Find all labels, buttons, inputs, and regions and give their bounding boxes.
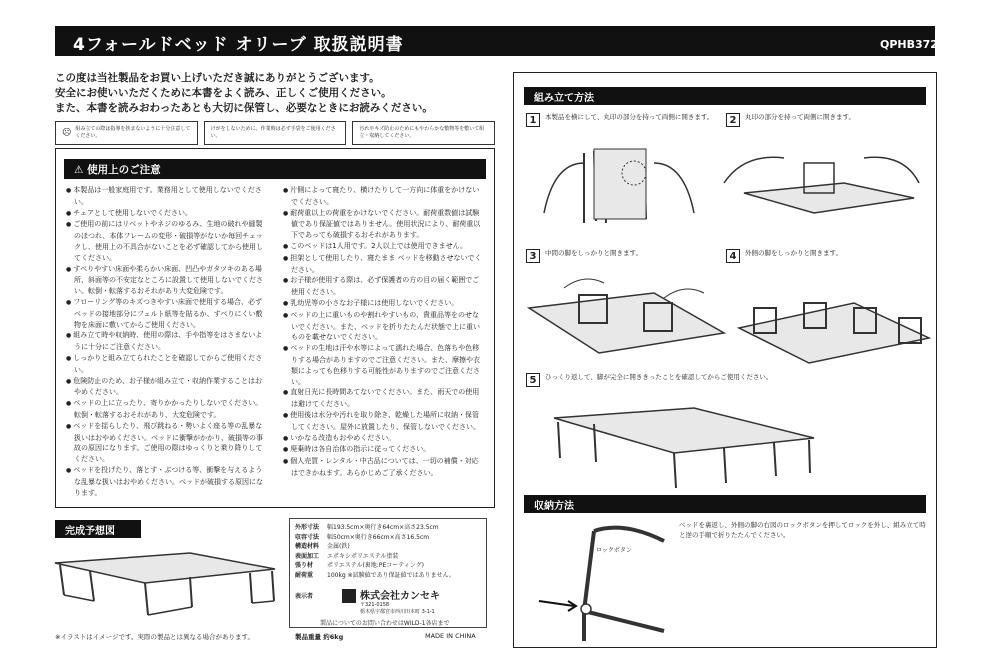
spec-key: 張り材 bbox=[295, 562, 314, 569]
notice-mat bbox=[352, 121, 495, 145]
step-text: 中間の脚をしっかりと開きます。 bbox=[545, 249, 642, 257]
caution-item: ● しっかりと組み立てられたことを確認してからご使用ください。 bbox=[66, 353, 266, 376]
intro-line: 安全にお使いいただくために本書をよく読み、正しくご使用ください。 bbox=[55, 87, 392, 99]
caution-item: ● すべりやすい床面や柔らかい床面、凹凸やガタツキのある場所、斜面等の不安定なところに設置して使用しないでください。転倒・転落するおそれがあり大変危険です。 bbox=[66, 264, 266, 297]
spec-key: 表面加工 bbox=[295, 552, 320, 560]
spec-value: 幅193.5cm×奥行き64cm×高さ23.5cm bbox=[327, 524, 439, 531]
caution-item: ● フローリング等のキズつきやすい床面で使用する場合、必ずベッドの接地部分にフェルト紙等を貼るか、すべりにくい敷物を床面に敷いてからご使用ください。 bbox=[66, 297, 266, 330]
step-2 bbox=[726, 113, 926, 127]
caution-item: ● 使用後は水分や汚れを取り除き、乾燥した場所に収納・保管してください。屋外に放置したり、保管しないでください。 bbox=[283, 410, 483, 433]
spec-value: エポキシポリエステル塗装 bbox=[327, 552, 399, 560]
seller-label: 表示者 bbox=[295, 593, 314, 600]
caution-col-left bbox=[66, 185, 266, 498]
caution-item: ● ご使用の前にはリベットやネジのゆるみ、生地の破れや縫製のほつれ、本体フレームの変形・破損等がないか毎回チェックし、使用上の不具合がないことを必ず確認してから使用してください。 bbox=[66, 219, 266, 263]
spec-box bbox=[289, 518, 487, 628]
notice-text: 組み立ての際は指導を挟まないように十分注意してください。 bbox=[75, 126, 191, 139]
preview-note: ※イラストはイメージです。実際の製品とは異なる場合があります。 bbox=[55, 633, 255, 641]
caution-item: ● 片側によって寝たり、横けたりして一方向に体重をかけないでください。 bbox=[283, 185, 483, 208]
assembly-header: 組み立て方法 bbox=[524, 87, 926, 105]
caution-item: ● 乳幼児等の小さなお子様には使用しないでください。 bbox=[283, 298, 483, 310]
spec-row bbox=[290, 552, 486, 562]
notice-text: けがをしないために、作業時は必ず手袋をご使用ください。 bbox=[210, 126, 336, 139]
caution-item: ● 担架として使用したり、寝たまま ベッドを移動させないでください。 bbox=[283, 253, 483, 276]
caution-item: ● 組み立て時や収納時、使用の際は、手や指等をはさまないように十分にご注意ください。 bbox=[66, 330, 266, 353]
storage-text: ベッドを裏返し、外側の脚の右図のロックボタンを押してロックを外し、組み立て時と逆の手順で折りたたんでください。 bbox=[679, 521, 926, 539]
model-number: QPHB372 bbox=[880, 38, 938, 51]
caution-item: ● 廃棄時は各自治体の指示に従ってください。 bbox=[283, 444, 483, 456]
country-of-origin: MADE IN CHINA bbox=[425, 632, 476, 640]
caution-item: ● チェアとして使用しないでください。 bbox=[66, 208, 266, 220]
caution-item: ● このベッドは1人用です。2人以上では使用できません。 bbox=[283, 241, 483, 253]
step-2-illustration bbox=[724, 143, 924, 233]
step-number: 4 bbox=[726, 249, 740, 263]
caution-title: 使用上のご注意 bbox=[87, 164, 161, 176]
manual-title: 4フォールドベッド オリーブ 取扱説明書 bbox=[55, 26, 935, 56]
caution-item: ● 耐荷重以上の荷重をかけないでください。耐荷重数値は試験値であり保証値ではありません。使用状況により、耐荷重以下であっても破損するおそれがあります。 bbox=[283, 208, 483, 241]
company-name: 株式会社カンセキ bbox=[360, 591, 440, 602]
spec-key: 外形寸法 bbox=[295, 524, 320, 531]
step-1-illustration bbox=[534, 143, 714, 233]
step-5 bbox=[526, 373, 926, 387]
caution-item: ● 直射日光に長時間あてないでください。また、雨天での使用は避けてください。 bbox=[283, 387, 483, 410]
step-5-illustration bbox=[544, 398, 824, 493]
child-icon: ☹ bbox=[62, 127, 72, 138]
spec-row bbox=[290, 561, 486, 571]
spec-value: 100kg ※試験値であり保証値ではありません。 bbox=[327, 571, 456, 579]
contact-info: 製品についてのお問い合わせはWILD-1各店まで bbox=[320, 620, 450, 627]
step-3 bbox=[526, 249, 716, 263]
spec-key: 耐荷重 bbox=[295, 571, 314, 579]
intro-line: この度は当社製品をお買い上げいただき誠にありがとうございます。 bbox=[55, 72, 380, 84]
lock-button-illustration bbox=[534, 521, 664, 641]
bed-preview-illustration bbox=[50, 545, 280, 625]
caution-box bbox=[55, 148, 495, 508]
spec-row bbox=[290, 542, 486, 552]
caution-item: ● ベッドを投げたり、落とす・ぶつける等、衝撃を与えるような乱暴な扱いはおやめください。ベッドが破損する原因になります。 bbox=[66, 465, 266, 498]
step-4 bbox=[726, 249, 926, 263]
company-address: 栃木県宇都宮市西川田本町 3-1-1 bbox=[360, 609, 435, 615]
warning-icon: ⚠ bbox=[74, 164, 88, 176]
spec-table bbox=[290, 519, 486, 580]
notice-gloves bbox=[204, 121, 347, 145]
spec-key: 構造材料 bbox=[295, 543, 320, 550]
caution-item: ● 個人売買・レンタル・中古品については、一切の補償・対応はできかねます。あらかじめご了承ください。 bbox=[283, 456, 483, 479]
step-text: 丸印の部分を持って両側に開きます。 bbox=[745, 113, 855, 121]
caution-item: ● ベッドの上に重いものや割れやすいもの、貴重品等をのせないでください。また、ベッドを折りたたんだ状態で上に重いものを載せないでください。 bbox=[283, 310, 483, 343]
caution-header bbox=[64, 159, 486, 179]
caution-item: ● ベッドの上に立ったり、寄りかかったりしないでください。転倒・転落するおそれがあり、大変危険です。 bbox=[66, 398, 266, 421]
step-number: 5 bbox=[526, 373, 540, 387]
caution-item: ● ベッドの生地は汗や水等によって濡れた場合、色落ちや色移りする場合がありますのでご注意ください。また、摩擦や衣類によっても色移りする可能性がありますのでご注意ください。 bbox=[283, 343, 483, 387]
spec-value: 金属(鉄) bbox=[327, 543, 350, 550]
storage-header: 収納方法 bbox=[524, 495, 926, 513]
company-postal: 〒321-0158 bbox=[360, 602, 390, 608]
step-number: 2 bbox=[726, 113, 740, 127]
spec-value: ポリエステル(裏地:PEコーティング) bbox=[327, 562, 424, 569]
step-text: 外側の脚をしっかりと開きます。 bbox=[745, 249, 842, 257]
spec-key: 収容寸法 bbox=[295, 533, 320, 541]
notice-fingers bbox=[55, 121, 198, 145]
step-text: ひっくり返して、脚が完全に開ききったことを確認してからご使用ください。 bbox=[545, 373, 773, 381]
lock-button-label: ロックボタン bbox=[596, 547, 632, 554]
caution-item: ● 危険防止のため、お子様が組み立て・収納作業することはおやめください。 bbox=[66, 376, 266, 399]
step-4-illustration bbox=[734, 278, 934, 373]
notice-text: 汚れやキズ防止のためにもやわらかな敷物等を敷いて組立・収納してください。 bbox=[359, 126, 485, 139]
step-3-illustration bbox=[524, 273, 724, 373]
caution-item: ● 本製品は一般家庭用です。業務用として使用しないでください。 bbox=[66, 185, 266, 208]
assembly-box bbox=[513, 72, 937, 648]
company-logo bbox=[342, 589, 356, 603]
step-1 bbox=[526, 113, 716, 127]
spec-row bbox=[290, 571, 486, 581]
spec-row bbox=[290, 533, 486, 543]
notice-row bbox=[55, 121, 495, 145]
caution-col-right bbox=[283, 185, 483, 479]
intro-text bbox=[55, 71, 505, 116]
caution-item: ● お子様が使用する際は、必ず保護者の方の目の届く範囲でご使用ください。 bbox=[283, 275, 483, 298]
spec-value: 幅50cm×奥行き66cm×高さ16.5cm bbox=[327, 533, 430, 541]
step-number: 3 bbox=[526, 249, 540, 263]
product-weight: 製品重量 約6kg bbox=[295, 633, 344, 641]
caution-item: ● いかなる改造もおやめください。 bbox=[283, 433, 483, 445]
step-number: 1 bbox=[526, 113, 540, 127]
spec-row bbox=[290, 523, 486, 533]
preview-header: 完成予想図 bbox=[55, 520, 141, 538]
step-text: 本製品を横にして、丸印の部分を持って両側に開きます。 bbox=[545, 113, 714, 121]
caution-item: ● ベッドを揺らしたり、飛び跳ねる・勢いよく座る等の乱暴な扱いはおやめください。ベッドに衝撃がかかり、破損等の事故の原因になります。ご使用の際はゆっくりと乗り降りしてください。 bbox=[66, 421, 266, 465]
intro-line: また、本書を読みおわったあとも大切に保管し、必要なときにお読みください。 bbox=[55, 102, 433, 114]
